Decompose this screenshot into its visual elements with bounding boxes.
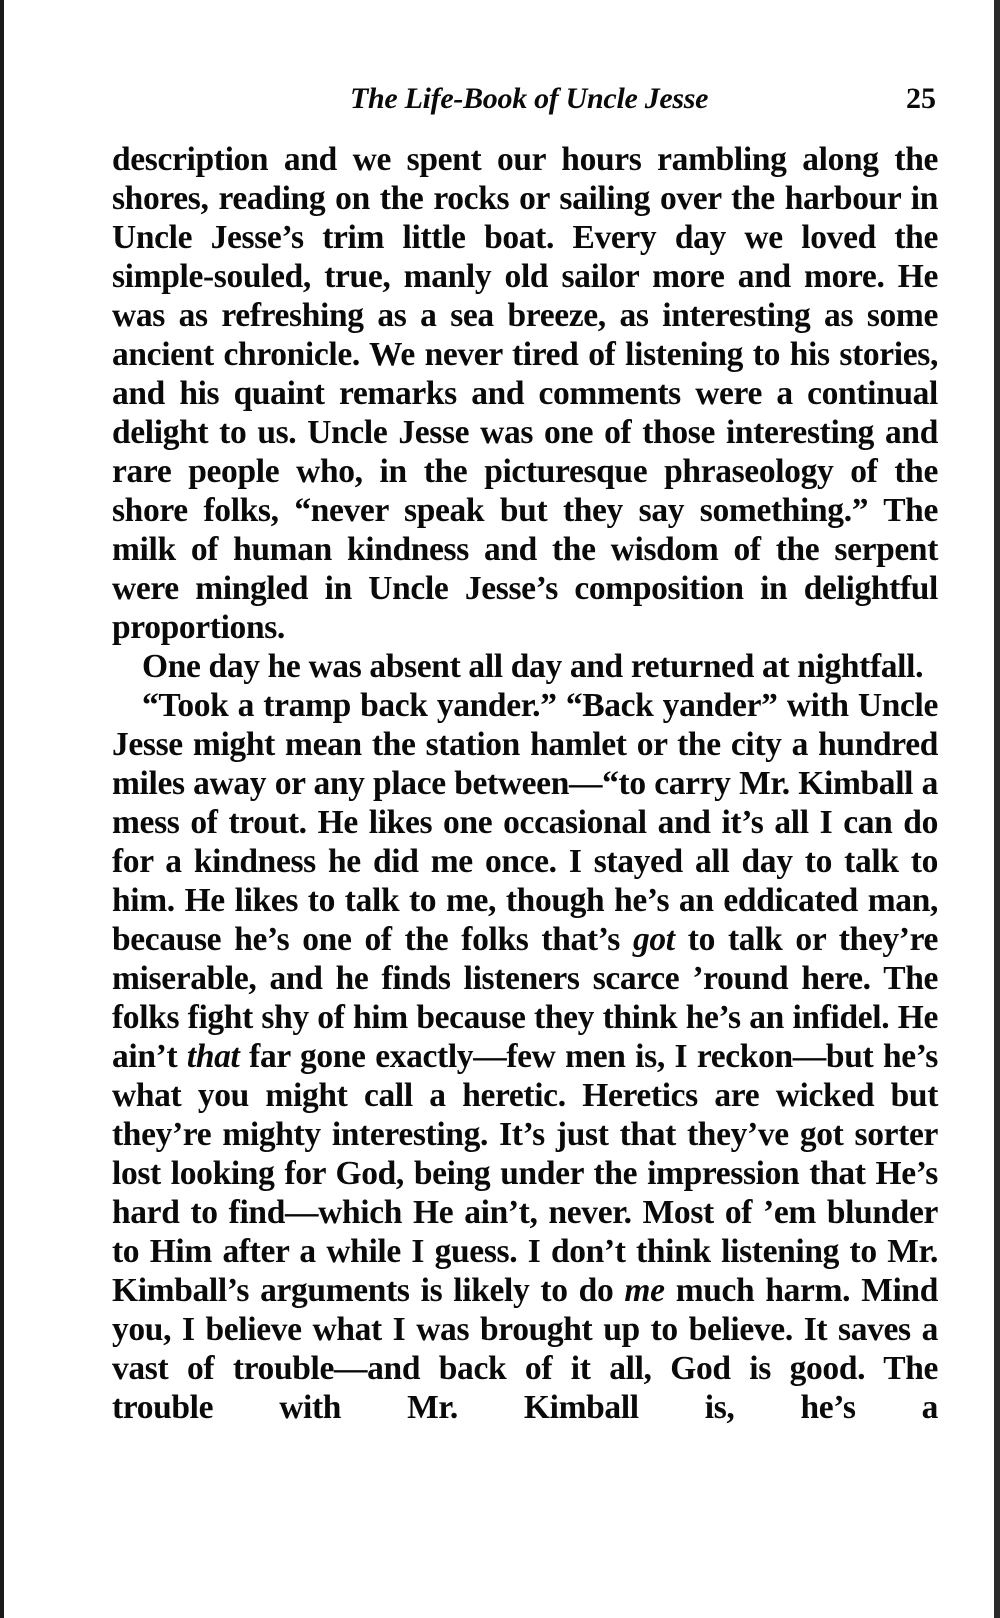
paragraph-text: far gone exactly—few men is, I reckon—but he’s what you might call a heretic. Heretics are wicked but they’re mighty interesting. It’s just that they’ve got sorter lost looking for God, being under the impression that He’s hard to find—which He ain’t, never. Most of ’em blunder to Him after a while I guess. I don’t think listening to Mr. Kimball’s arguments is likely to do — [112, 1038, 938, 1309]
running-title: The Life-Book of Uncle Jesse — [350, 82, 709, 115]
body-text — [112, 140, 938, 1466]
paragraph-text: much harm. Mind you, I believe what I was brought up to believe. It saves a vast of trouble—and back of it all, God is good. The trouble with Mr. Kimball is, he’s a — [112, 1272, 938, 1426]
emphasis-text: got — [633, 921, 675, 958]
page-left-edge — [0, 0, 4, 1618]
page-right-edge — [994, 0, 1000, 1618]
paragraph — [112, 647, 938, 686]
paragraph-text: to talk or they’re miserable, and he finds listeners scarce ’round here. The folks fight shy of him because they think he’s an infidel. He ain’t — [112, 921, 938, 1075]
paragraph — [112, 140, 938, 647]
running-header — [112, 82, 938, 122]
emphasis-text: me — [624, 1272, 665, 1309]
page-number: 25 — [906, 82, 936, 115]
paragraph — [112, 686, 938, 1466]
paragraph-text: “Took a tramp back yander.” “Back yander” with Uncle Jesse might mean the station hamlet or the city a hundred miles away or any place between—“to carry Mr. Kimball a mess of trout. He likes one occasional and it’s all I can do for a kindness he did me once. I stayed all day to talk to him. He likes to talk to me, though he’s an eddicated man, because he’s one of the folks that’s — [112, 687, 938, 958]
emphasis-text: that — [186, 1038, 240, 1075]
paragraph-text: description and we spent our hours rambling along the shores, reading on the rocks or sailing over the harbour in Uncle Jesse’s trim little boat. Every day we loved the simple-souled, true, manly old sailor more and more. He was as refreshing as a sea breeze, as interesting as some ancient chronicle. We never tired of listening to his stories, and his quaint remarks and comments were a continual delight to us. Uncle Jesse was one of those interesting and rare people who, in the picturesque phraseology of the shore folks, “never speak but they say something.” The milk of human kindness and the wisdom of the serpent were mingled in Uncle Jesse’s composition in delightful proportions. — [112, 141, 938, 646]
paragraph-text: One day he was absent all day and returned at nightfall. — [142, 648, 924, 685]
